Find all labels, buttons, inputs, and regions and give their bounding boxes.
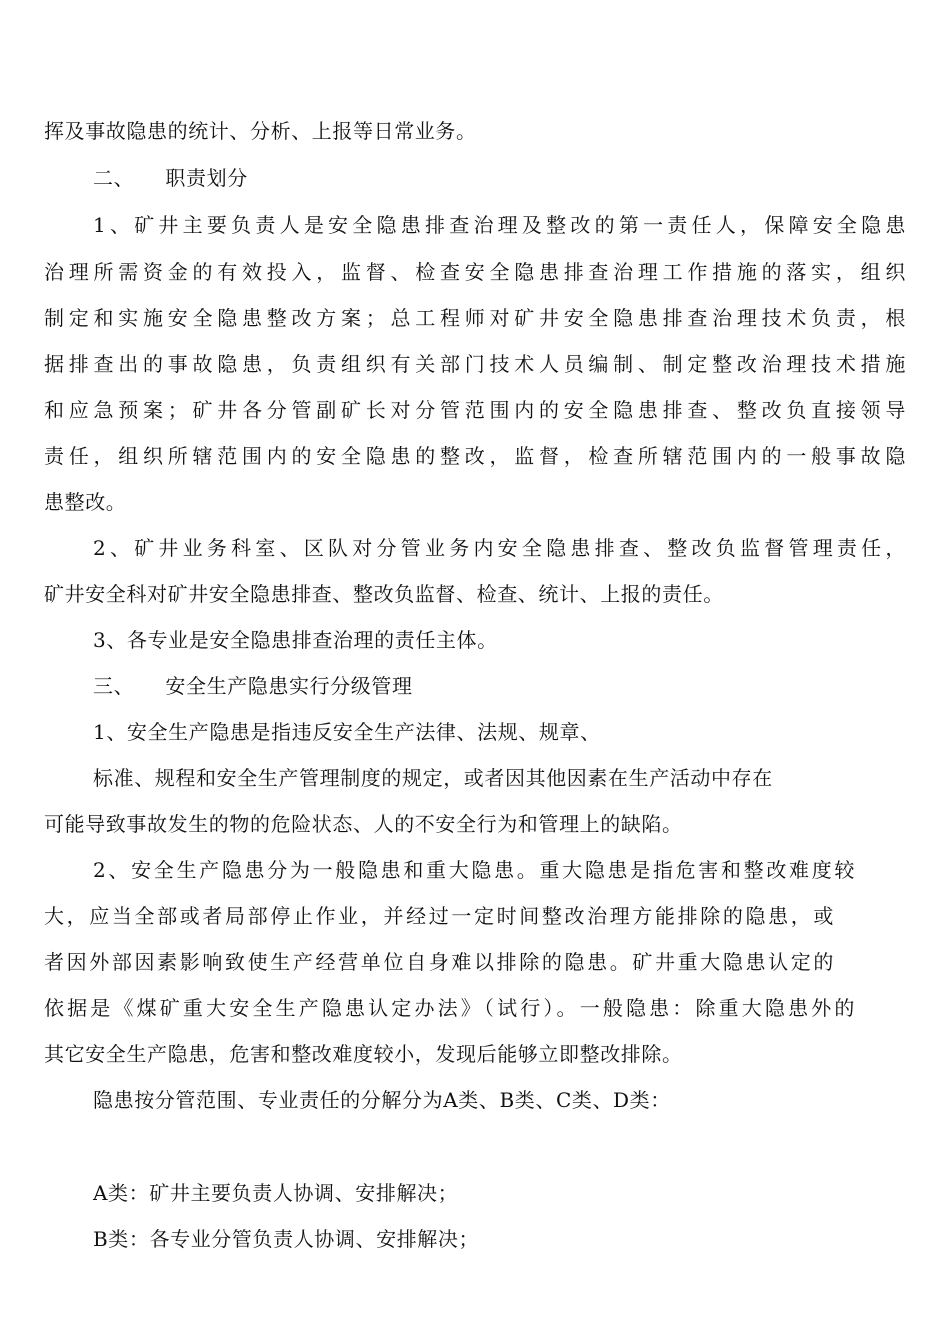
section-heading: 二、 职责划分 (93, 166, 248, 190)
paragraph-line: 标准、规程和安全生产管理制度的规定，或者因其他因素在生产活动中存在 (93, 766, 773, 790)
paragraph-line: 2、矿井业务科室、区队对分管业务内安全隐患排查、整改负监督管理责任， (93, 536, 906, 560)
paragraph-line: 责任，组织所辖范围内的安全隐患的整改，监督，检查所辖范围内的一般事故隐 (44, 444, 906, 468)
paragraph-line: 据排查出的事故隐患，负责组织有关部门技术人员编制、制定整改治理技术措施 (44, 352, 906, 376)
paragraph-line: 2、安全生产隐患分为一般隐患和重大隐患。重大隐患是指危害和整改难度较 (93, 858, 855, 882)
paragraph-line: 者因外部因素影响致使生产经营单位自身难以排除的隐患。矿井重大隐患认定的 (44, 950, 834, 974)
paragraph-line: 治理所需资金的有效投入，监督、检查安全隐患排查治理工作措施的落实，组织 (44, 260, 906, 284)
paragraph-line: 3、各专业是安全隐患排查治理的责任主体。 (93, 628, 498, 652)
paragraph-line: 大，应当全部或者局部停止作业，并经过一定时间整改治理方能排除的隐患，或 (44, 904, 834, 928)
list-item: A类：矿井主要负责人协调、安排解决； (93, 1181, 459, 1205)
list-item: B类：各专业分管负责人协调、安排解决； (93, 1227, 480, 1251)
paragraph-line: 挥及事故隐患的统计、分析、上报等日常业务。 (44, 119, 477, 143)
paragraph-line: 患整改。 (44, 490, 127, 514)
paragraph-line: 制定和实施安全隐患整改方案；总工程师对矿井安全隐患排查治理技术负责，根 (44, 306, 906, 330)
paragraph-line: 依据是《煤矿重大安全生产隐患认定办法》（试行）。一般隐患：除重大隐患外的 (44, 996, 855, 1020)
paragraph-line: 可能导致事故发生的物的危险状态、人的不安全行为和管理上的缺陷。 (44, 812, 683, 836)
paragraph-line: 1、矿井主要负责人是安全隐患排查治理及整改的第一责任人，保障安全隐患 (93, 213, 906, 237)
paragraph-line: 隐患按分管范围、专业责任的分解分为A类、B类、C类、D类： (93, 1088, 671, 1112)
paragraph-line: 和应急预案；矿井各分管副矿长对分管范围内的安全隐患排查、整改负直接领导 (44, 398, 906, 422)
section-heading: 三、 安全生产隐患实行分级管理 (93, 674, 413, 698)
paragraph-line: 其它安全生产隐患，危害和整改难度较小，发现后能够立即整改排除。 (44, 1042, 683, 1066)
paragraph-line: 1、安全生产隐患是指违反安全生产法律、法规、规章、 (93, 720, 601, 744)
paragraph-line: 矿井安全科对矿井安全隐患排查、整改负监督、检查、统计、上报的责任。 (44, 582, 724, 606)
